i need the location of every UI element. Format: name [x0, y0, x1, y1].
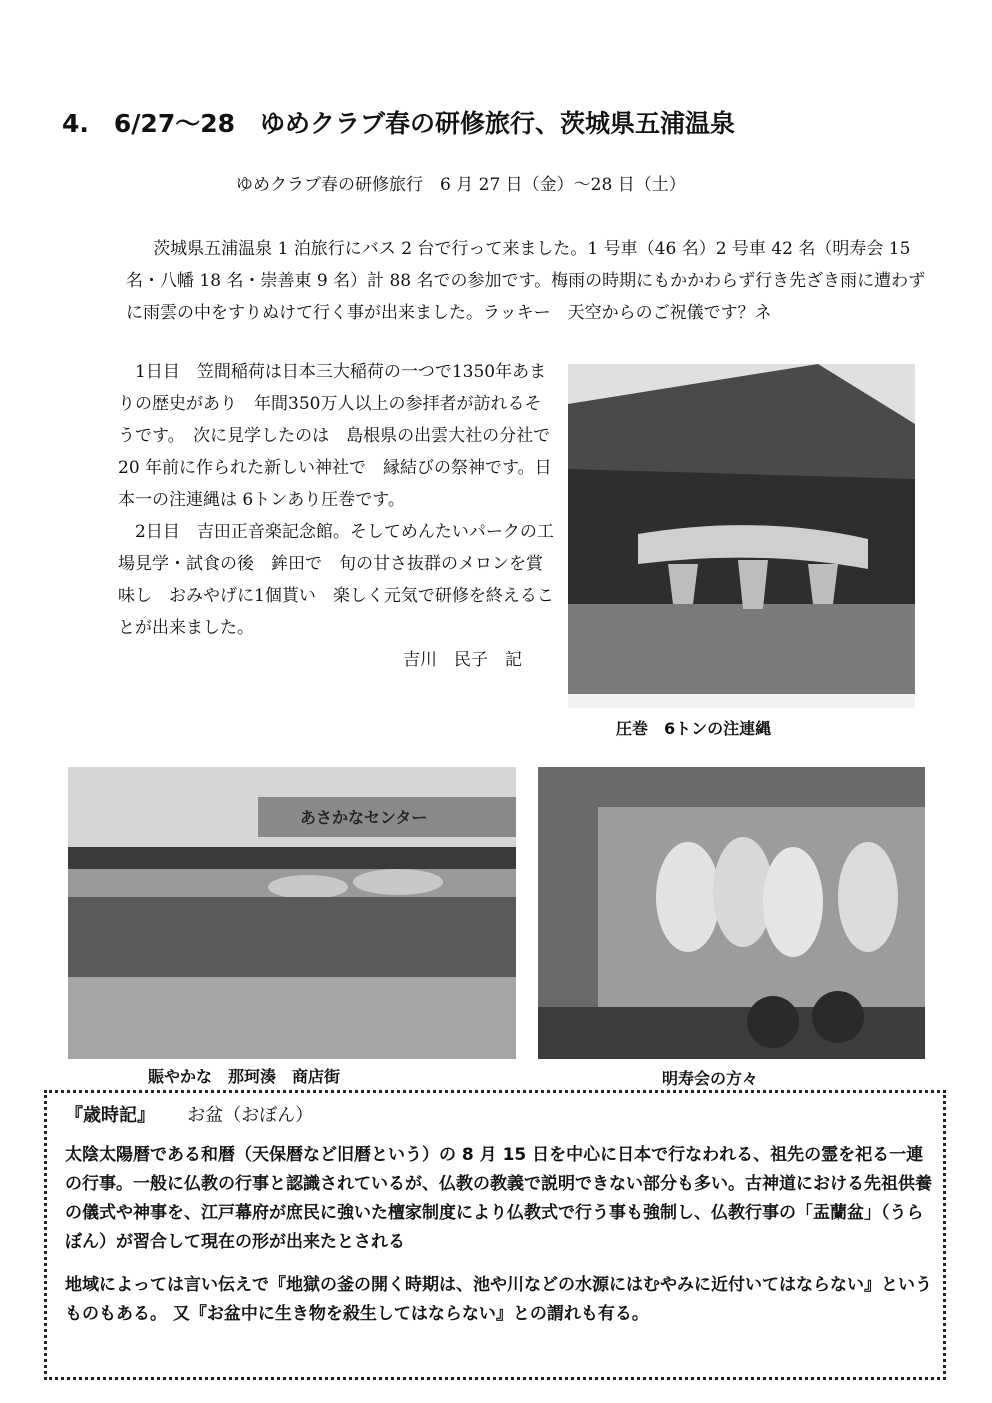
- dance-caption: 明寿会の方々: [662, 1069, 759, 1088]
- day2-paragraph: 2日目 吉田正音楽記念館。そしてめんたいパークの工場見学・試食の後 鉾田で 旬の甘さ抜群のメロンを賞味し おみやげに1個貰い 楽しく元気で研修を終えることが出来ました。: [118, 522, 554, 638]
- market-illustration: [68, 767, 516, 1059]
- author-signature: 吉川 民子 記: [403, 650, 522, 670]
- shrine-photo: [568, 364, 915, 708]
- saijiki-paragraph-1: 太陰太陽暦である和暦（天保暦など旧暦という）の 8 月 15 日を中心に日本で行なわれる、祖先の霊を祀る一連の行事。一般に仏教の行事と認識されているが、仏教の教義で説明できない部分も多い。古神道における先祖供養の儀式や神事を、江戸幕府が庶民に強いた檀家制度により仏教式で行う事も強制し、仏教行事の「盂蘭盆」（うらぼん）が習合して現在の形が出来たとされる: [65, 1145, 932, 1252]
- trip-report-column: [118, 356, 558, 676]
- dance-photo: [538, 767, 925, 1059]
- market-sign-text: あさかなセンター: [300, 808, 428, 827]
- dance-illustration: [538, 767, 925, 1059]
- shrine-caption: 圧巻 6トンの注連縄: [616, 719, 772, 738]
- day1-paragraph: 1日目 笠間稲荷は日本三大稲荷の一つで1350年あまりの歴史があり 年間350万人以上の参拝者が訪れるそうです。 次に見学したのは 島根県の出雲大社の分社で 20 年前に作られた新しい神社で 縁結びの祭神です。日本一の注連縄は 6トンあり圧巻です。: [118, 362, 552, 510]
- saijiki-paragraph-2: 地域によっては言い伝えで『地獄の釜の開く時期は、池や川などの水源にはむやみに近付いてはならない』というものもある。 又『お盆中に生き物を殺生してはならない』との謂れも有る。: [65, 1275, 932, 1324]
- saijiki-tag: 『歳時記』: [65, 1105, 155, 1126]
- saijiki-title: お盆（おぼん）: [187, 1105, 314, 1126]
- trip-subtitle: ゆめクラブ春の研修旅行 6 月 27 日（金）～28 日（土）: [236, 175, 686, 195]
- section-heading: 4. 6/27～28 ゆめクラブ春の研修旅行、茨城県五浦温泉: [62, 109, 736, 138]
- market-photo: [68, 767, 516, 1059]
- saijiki-box: [44, 1090, 946, 1380]
- market-caption: 賑やかな 那珂湊 商店街: [148, 1067, 341, 1086]
- shrine-illustration: [568, 364, 915, 708]
- intro-paragraph: 茨城県五浦温泉 1 泊旅行にバス 2 台で行って来ました。1 号車（46 名）2 号車 42 名（明寿会 15 名・八幡 18 名・崇善東 9 名）計 88 名での参加です。梅雨の時期にもかかわらず行き先ざき雨に遭わずに雨雲の中をすりぬけて行く事が出来ました。ラッキー 天空からのご祝儀です？ネ: [126, 239, 926, 323]
- saijiki-title-row: [65, 1101, 933, 1127]
